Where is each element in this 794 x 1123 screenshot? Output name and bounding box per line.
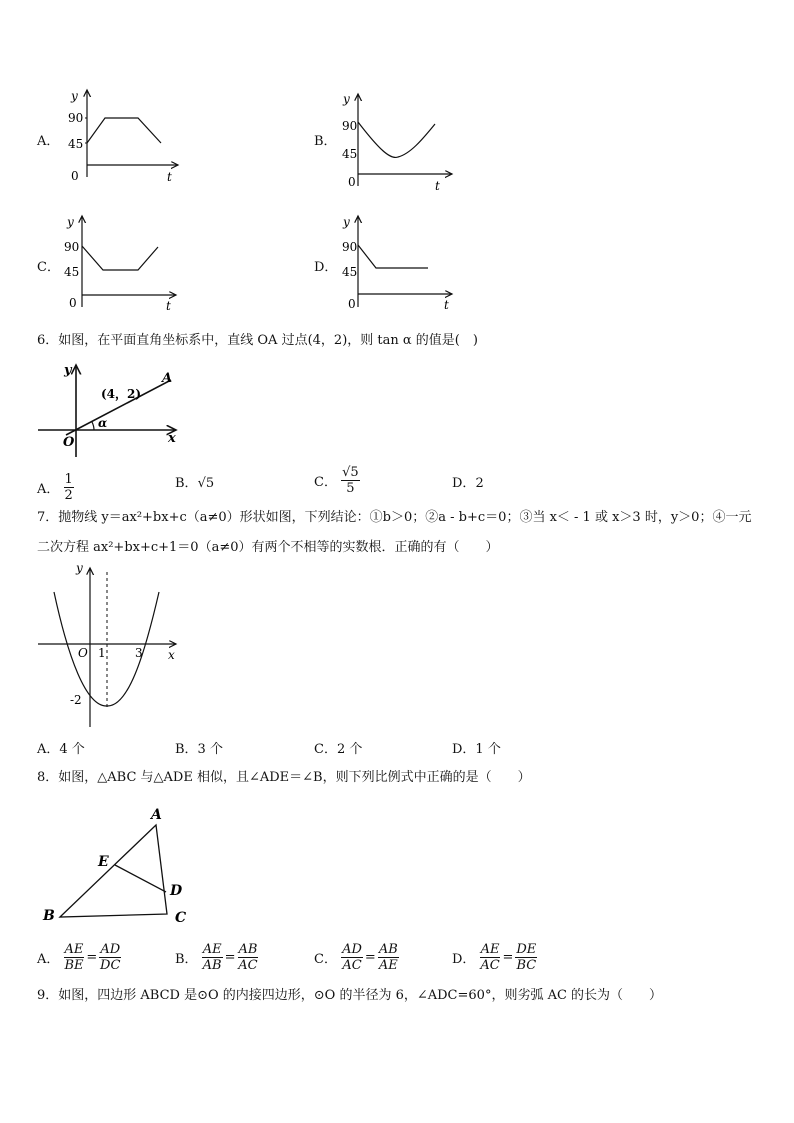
origin-label: 0 (69, 296, 77, 310)
point-a-label: A (162, 371, 173, 386)
graph-c (60, 212, 185, 312)
tick-1: 1 (98, 646, 106, 660)
option-a-label: A． (37, 134, 60, 149)
origin-label: 0 (348, 175, 356, 189)
q8-option-c[interactable]: C． $\frac{AD}{AC}$ = $\frac{AB}{AE}$ (314, 942, 398, 973)
y-label: y (64, 363, 72, 378)
tick-neg2: -2 (70, 693, 82, 707)
curve-b (358, 122, 435, 157)
q8-option-d[interactable]: D． $\frac{AE}{AC}$ = $\frac{DE}{BC}$ (452, 942, 537, 973)
q6-option-d[interactable]: D．2 (452, 476, 484, 491)
point-d: D (170, 883, 183, 899)
y-label: y (76, 562, 83, 575)
origin-label: 0 (348, 297, 356, 311)
graph-d (340, 212, 465, 312)
x-label: x (168, 648, 175, 662)
vertex-c: C (175, 910, 187, 926)
origin-label: O (63, 435, 75, 450)
tick-90: 90 (342, 119, 358, 133)
y-label: y (343, 215, 350, 229)
curve-d (358, 245, 428, 268)
vertex-a: A (151, 807, 162, 823)
option-c-label: C． (37, 260, 60, 275)
option-b-label: B． (314, 134, 337, 149)
q6-option-c[interactable]: C． $\frac{√5}{5}$ (314, 465, 359, 496)
triangle-abc (60, 825, 167, 917)
q8-stem: 8．如图，△ABC 与△ADE 相似，且∠ADE＝∠B，则下列比例式中正确的是（ ） (37, 770, 531, 785)
vertex-b: B (43, 908, 55, 924)
alpha-label: α (98, 416, 108, 430)
y-label: y (67, 215, 74, 229)
q8-option-a[interactable]: A． $\frac{AE}{BE}$ = $\frac{AD}{DC}$ (37, 942, 121, 973)
q7-figure (36, 562, 186, 732)
option-d-label: D． (314, 260, 338, 275)
tick-90: 90 (64, 240, 80, 254)
q7-option-b[interactable]: B．3 个 (175, 742, 223, 757)
tick-45: 45 (68, 137, 84, 151)
t-label: t (435, 179, 440, 193)
t-label: t (166, 299, 171, 312)
y-label: y (343, 92, 350, 106)
t-label: t (444, 298, 449, 312)
tick-45: 45 (342, 265, 358, 279)
q6-option-b[interactable]: B．√5 (175, 476, 215, 491)
graph-b (340, 88, 465, 193)
tick-3: 3 (135, 646, 143, 660)
curve-c (82, 246, 158, 270)
x-label: x (168, 431, 176, 446)
graph-a (60, 85, 185, 185)
q6-figure (36, 360, 186, 460)
y-label: y (71, 89, 78, 103)
tick-90: 90 (68, 111, 84, 125)
q7-option-d[interactable]: D．1 个 (452, 742, 501, 757)
q7-line2: 二次方程 ax²+bx+c+1＝0（a≠0）有两个不相等的实数根．正确的有（ ） (37, 540, 499, 555)
tick-45: 45 (342, 147, 358, 161)
point-coord-label: (4，2) (101, 387, 142, 401)
q7-option-a[interactable]: A．4 个 (37, 742, 85, 757)
q8-figure (36, 800, 206, 930)
origin-label: O (78, 646, 88, 660)
tick-45: 45 (64, 265, 80, 279)
q7-line1: 7．抛物线 y＝ax²+bx+c（a≠0）形状如图，下列结论：①b＞0；②a - b+c＝0；③当 x＜ - 1 或 x＞3 时，y＞0；④一元 (37, 510, 752, 525)
q8-option-b[interactable]: B． $\frac{AE}{AB}$ = $\frac{AB}{AC}$ (175, 942, 258, 973)
t-label: t (167, 170, 172, 184)
q9-stem: 9．如图，四边形 ABCD 是⊙O 的内接四边形，⊙O 的半径为 6，∠ADC=60°，则劣弧 AC 的长为（ ） (37, 988, 663, 1003)
q6-stem: 6．如图，在平面直角坐标系中，直线 OA 过点(4，2)，则 tan α 的值是( ) (37, 333, 478, 348)
q7-option-c[interactable]: C．2 个 (314, 742, 363, 757)
tick-90: 90 (342, 240, 358, 254)
curve-a (87, 118, 161, 143)
segment-ed (115, 865, 166, 892)
q6-option-a[interactable]: A． $\frac{1}{2}$ (37, 472, 73, 503)
origin-label: 0 (71, 169, 79, 183)
point-e: E (98, 854, 109, 870)
